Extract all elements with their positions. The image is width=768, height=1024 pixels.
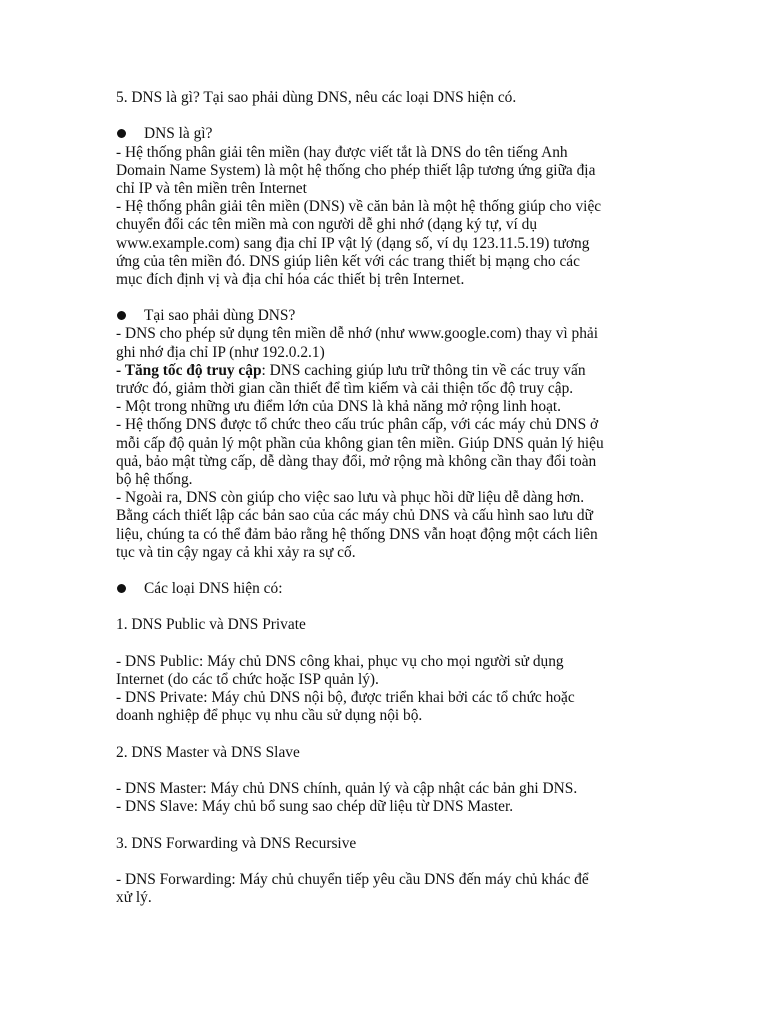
paragraph-line: - Hệ thống DNS được tổ chức theo cấu trúc phân cấp, với các máy chủ DNS ở bbox=[116, 416, 599, 434]
bullet-icon bbox=[117, 311, 126, 320]
dash-prefix: - bbox=[116, 361, 125, 379]
subheading-public-private: 1. DNS Public và DNS Private bbox=[116, 616, 306, 634]
paragraph-line: quả, bảo mật từng cấp, dễ dàng thay đổi, mở rộng mà không cần thay đổi toàn bbox=[116, 452, 597, 470]
paragraph-line: - DNS Master: Máy chủ DNS chính, quản lý và cập nhật các bản ghi DNS. bbox=[116, 780, 578, 798]
paragraph-line: - Hệ thống phân giải tên miền (DNS) về căn bản là một hệ thống giúp cho việc bbox=[116, 198, 602, 216]
spacer bbox=[116, 635, 656, 653]
spacer bbox=[116, 762, 656, 780]
spacer bbox=[116, 853, 656, 871]
subheading-forwarding-recursive: 3. DNS Forwarding và DNS Recursive bbox=[116, 834, 357, 852]
paragraph-line: tục và tin cậy ngay cả khi xảy ra sự cố. bbox=[116, 543, 356, 561]
bold-term-speed: Tăng tốc độ truy cập bbox=[124, 361, 262, 379]
paragraph-line: - Ngoài ra, DNS còn giúp cho việc sao lưu và phục hồi dữ liệu dễ dàng hơn. bbox=[116, 489, 585, 507]
bullet-heading-what-is-dns bbox=[116, 125, 656, 143]
paragraph-line: Bằng cách thiết lập các bản sao của các máy chủ DNS và cấu hình sao lưu dữ bbox=[116, 507, 593, 525]
paragraph-line: mục đích định vị và địa chỉ hóa các thiết bị trên Internet. bbox=[116, 270, 465, 288]
bullet-heading-why-dns bbox=[116, 307, 656, 325]
paragraph-line: doanh nghiệp để phục vụ nhu cầu sử dụng nội bộ. bbox=[116, 707, 423, 725]
bullet-icon bbox=[117, 584, 126, 593]
spacer bbox=[116, 562, 656, 580]
spacer bbox=[116, 726, 656, 744]
paragraph-line: - DNS Public: Máy chủ DNS công khai, phục vụ cho mọi người sử dụng bbox=[116, 652, 564, 670]
bullet-heading-text: Các loại DNS hiện có: bbox=[144, 580, 283, 598]
paragraph-line: Internet (do các tổ chức hoặc ISP quản lý). bbox=[116, 671, 379, 688]
bullet-heading-text: Tại sao phải dùng DNS? bbox=[144, 307, 296, 325]
paragraph-line: - Hệ thống phân giải tên miền (hay được viết tắt là DNS do tên tiếng Anh bbox=[116, 143, 568, 161]
paragraph-line: xử lý. bbox=[116, 889, 152, 907]
paragraph-line: - DNS Forwarding: Máy chủ chuyển tiếp yêu cầu DNS đến máy chủ khác để bbox=[116, 871, 589, 889]
speed-text: : DNS caching giúp lưu trữ thông tin về các truy vấn bbox=[261, 361, 586, 379]
bullet-icon bbox=[117, 129, 126, 138]
paragraph-line: chỉ IP và tên miền trên Internet bbox=[116, 179, 307, 197]
paragraph-line: - DNS Private: Máy chủ DNS nội bộ, được triển khai bởi các tổ chức hoặc bbox=[116, 689, 575, 707]
spacer bbox=[116, 817, 656, 835]
subheading-master-slave: 2. DNS Master và DNS Slave bbox=[116, 743, 300, 761]
paragraph-line: - Một trong những ưu điểm lớn của DNS là khả năng mở rộng linh hoạt. bbox=[116, 398, 562, 416]
paragraph-line: - DNS Slave: Máy chủ bổ sung sao chép dữ liệu từ DNS Master. bbox=[116, 798, 514, 816]
bullet-heading-text: DNS là gì? bbox=[144, 125, 213, 143]
paragraph-line-speed bbox=[116, 362, 656, 380]
paragraph-line: liệu, chúng ta có thể đảm bảo rằng hệ thống DNS vẫn hoạt động một cách liên bbox=[116, 525, 598, 543]
spacer bbox=[116, 289, 656, 307]
paragraph-line: ứng của tên miền đó. DNS giúp liên kết với các trang thiết bị mạng cho các bbox=[116, 252, 580, 270]
paragraph-line: trước đó, giảm thời gian cần thiết để tìm kiếm và cải thiện tốc độ truy cập. bbox=[116, 380, 574, 397]
paragraph-line: bộ hệ thống. bbox=[116, 470, 193, 488]
paragraph-line: ghi nhớ địa chỉ IP (như 192.0.2.1) bbox=[116, 343, 325, 361]
spacer bbox=[116, 107, 656, 125]
paragraph-line: chuyển đổi các tên miền mà con người dễ ghi nhớ (dạng ký tự, ví dụ bbox=[116, 216, 538, 234]
paragraph-line: mỗi cấp độ quản lý một phần của không gian tên miền. Giúp DNS quản lý hiệu bbox=[116, 434, 604, 452]
paragraph-line: - DNS cho phép sử dụng tên miền dễ nhớ (như www.google.com) thay vì phải bbox=[116, 325, 599, 343]
paragraph-line: Domain Name System) là một hệ thống cho phép thiết lập tương ứng giữa địa bbox=[116, 161, 596, 179]
paragraph-line: www.example.com) sang địa chỉ IP vật lý (dạng số, ví dụ 123.11.5.19) tương bbox=[116, 234, 590, 252]
bullet-heading-dns-types bbox=[116, 580, 656, 598]
spacer bbox=[116, 598, 656, 616]
question-heading: 5. DNS là gì? Tại sao phải dùng DNS, nêu các loại DNS hiện có. bbox=[116, 89, 517, 106]
document-body bbox=[116, 89, 656, 907]
